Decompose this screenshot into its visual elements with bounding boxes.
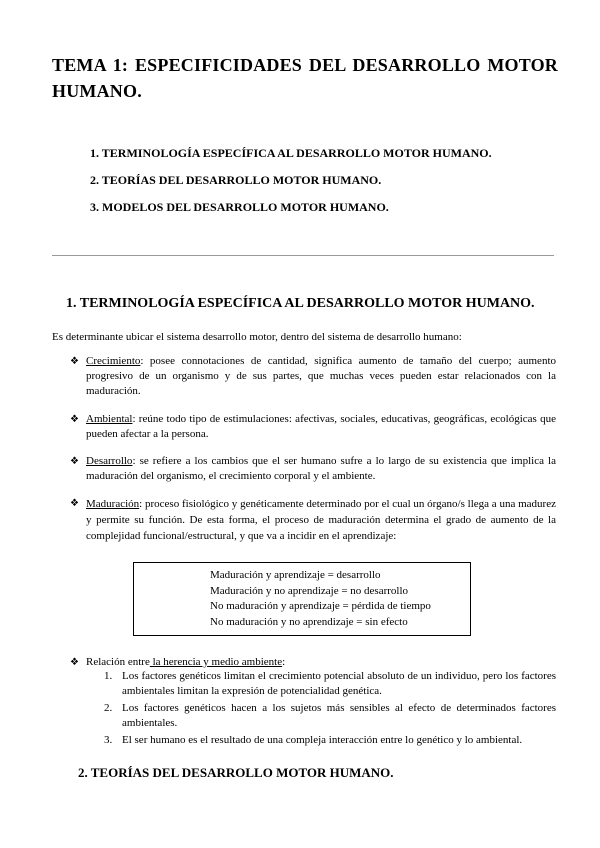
term: la herencia y medio ambiente bbox=[149, 656, 283, 668]
item-number: 3. bbox=[104, 734, 113, 746]
item-number: 2. bbox=[104, 702, 113, 714]
list-item bbox=[70, 496, 556, 544]
page-title: TEMA 1: ESPECIFICIDADES DEL DESARROLLO MOTOR HUMANO. bbox=[52, 55, 558, 101]
definition: : se refiere a los cambios que el ser humano sufre a lo largo de su existencia que implica la maduración del organismo, el crecimiento corporal y el ambiente. bbox=[86, 455, 556, 482]
relation-suffix: : bbox=[282, 656, 286, 668]
numbered-item bbox=[104, 701, 556, 731]
box-line: Maduración y aprendizaje = desarrollo bbox=[210, 569, 381, 581]
term: Desarrollo bbox=[86, 455, 133, 467]
term: Crecimiento bbox=[86, 355, 141, 367]
list-item bbox=[70, 454, 556, 484]
box-line: No maduración y no aprendizaje = sin efecto bbox=[210, 615, 408, 628]
diamond-bullet-icon: ❖ bbox=[70, 456, 79, 467]
toc-item: 3. MODELOS DEL DESARROLLO MOTOR HUMANO. bbox=[90, 200, 389, 214]
summary-box bbox=[133, 562, 471, 636]
item-text: Los factores genéticos hacen a los sujetos más sensibles al efecto de determinados factores ambientales. bbox=[122, 702, 556, 729]
definition-list bbox=[70, 354, 556, 544]
diamond-bullet-icon: ❖ bbox=[70, 657, 79, 668]
table-of-contents bbox=[90, 146, 570, 227]
section-heading: 2. TEORÍAS DEL DESARROLLO MOTOR HUMANO. bbox=[78, 765, 394, 780]
list-item bbox=[70, 655, 572, 670]
numbered-item bbox=[104, 733, 556, 748]
item-text: El ser humano es el resultado de una compleja interacción entre lo genético y lo ambiental. bbox=[122, 734, 523, 746]
numbered-item bbox=[104, 669, 556, 699]
diamond-bullet-icon: ❖ bbox=[70, 356, 79, 367]
diamond-bullet-icon: ❖ bbox=[70, 414, 79, 425]
relation-prefix: Relación entre bbox=[86, 656, 150, 668]
section-heading: 1. TERMINOLOGÍA ESPECÍFICA AL DESARROLLO MOTOR HUMANO. bbox=[66, 296, 535, 311]
definition: : posee connotaciones de cantidad, significa aumento de tamaño del cuerpo; aumento progresivo de un organismo y de sus partes, que muchas veces pueden estar relacionados con la maduración. bbox=[86, 355, 556, 397]
diamond-bullet-icon: ❖ bbox=[70, 498, 79, 509]
toc-item: 2. TEORÍAS DEL DESARROLLO MOTOR HUMANO. bbox=[90, 173, 382, 187]
numbered-list bbox=[104, 669, 556, 750]
definition: : reúne todo tipo de estimulaciones: afectivas, sociales, educativas, geográficas, ecológicas que pueden afectar a la persona. bbox=[86, 413, 556, 440]
list-item bbox=[70, 354, 556, 399]
term: Ambiental bbox=[86, 413, 133, 425]
box-line: No maduración y aprendizaje = pérdida de tiempo bbox=[210, 600, 431, 612]
horizontal-divider bbox=[52, 255, 554, 256]
item-text: Los factores genéticos limitan el crecimiento potencial absoluto de un individuo, pero los factores ambientales limitan la expresión de potencialidad genética. bbox=[122, 670, 556, 697]
box-line: Maduración y no aprendizaje = no desarrollo bbox=[210, 584, 409, 597]
item-number: 1. bbox=[104, 670, 113, 682]
toc-item: 1. TERMINOLOGÍA ESPECÍFICA AL DESARROLLO MOTOR HUMANO. bbox=[90, 146, 492, 160]
list-item bbox=[70, 412, 556, 442]
definition: : proceso fisiológico y genéticamente determinado por el cual un órgano/s llega a una madurez y permite su función. De esta forma, el proceso de maduración determina el grado de aumento de la complejidad funcional/estructural, y que va a incidir en el aprendizaje: bbox=[86, 498, 556, 542]
term: Maduración bbox=[86, 498, 140, 510]
intro-paragraph: Es determinante ubicar el sistema desarrollo motor, dentro del sistema de desarrollo humano: bbox=[52, 331, 462, 343]
